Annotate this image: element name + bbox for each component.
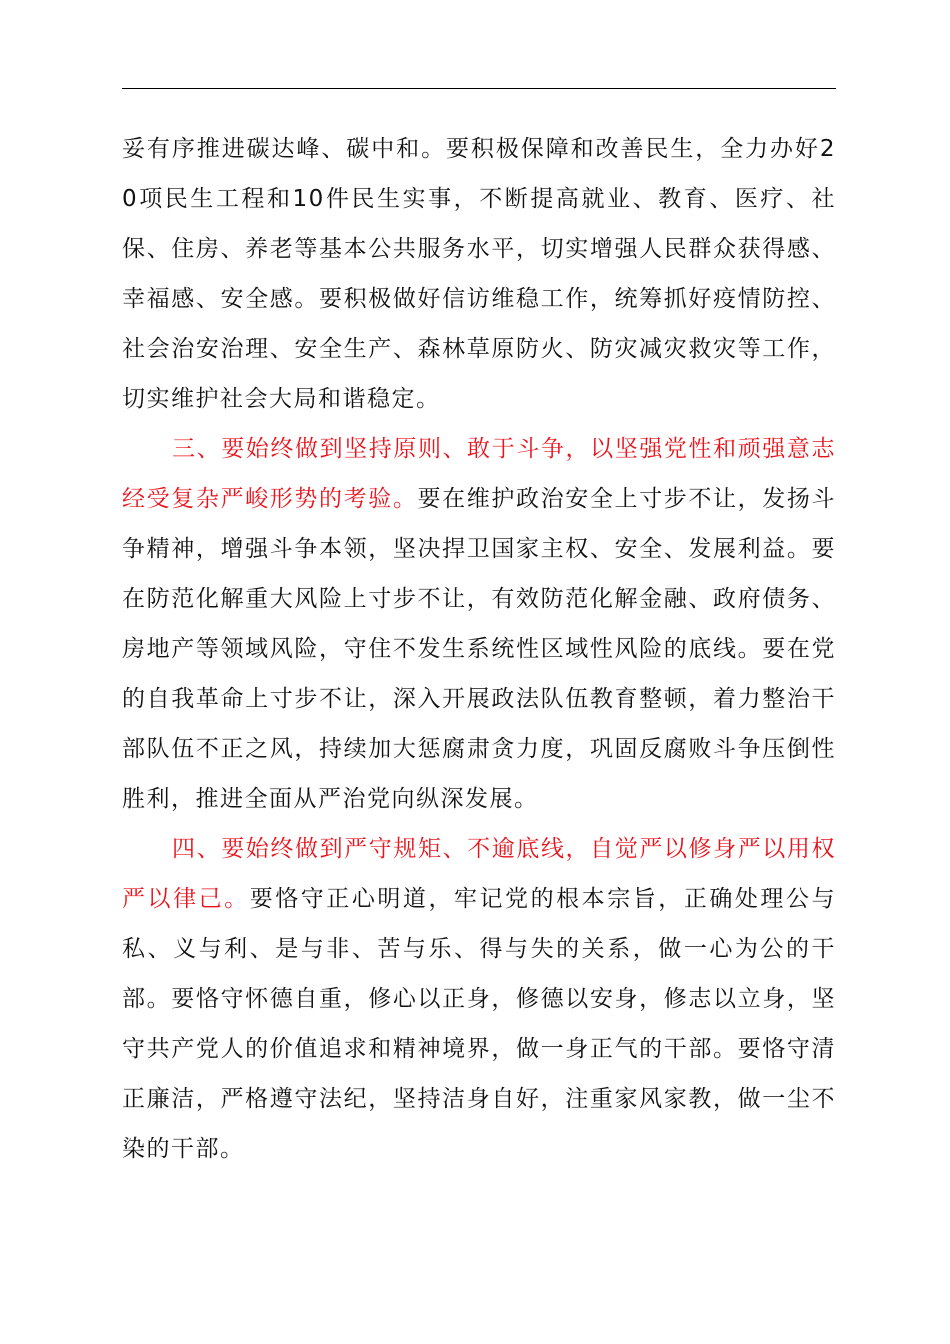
paragraph-section-four — [122, 824, 836, 1174]
header-rule — [122, 88, 836, 89]
paragraph-text: 妥有序推进碳达峰、碳中和。要积极保障和改善民生，全力办好20项民生工程和10件民生实事，不断提高就业、教育、医疗、社保、住房、养老等基本公共服务水平，切实增强人民群众获得感、幸福感、安全感。要积极做好信访维稳工作，统筹抓好疫情防控、社会治安治理、安全生产、森林草原防火、防灾减灾救灾等工作，切实维护社会大局和谐稳定。 — [122, 136, 836, 412]
section-heading-three: 三、要始终做到坚持原则、敢于斗争，以坚强党性和顽强意志经受复杂严峻形势的考验。 — [122, 436, 836, 512]
paragraph-section-three — [122, 424, 836, 824]
document-body — [122, 124, 836, 1174]
paragraph-continuation — [122, 124, 836, 424]
section-heading-four: 四、要始终做到严守规矩、不逾底线，自觉严以修身严以用权严以律己。 — [122, 836, 836, 912]
paragraph-text: 要恪守正心明道，牢记党的根本宗旨，正确处理公与私、义与利、是与非、苦与乐、得与失的关系，做一心为公的干部。要恪守怀德自重，修心以正身，修德以安身，修志以立身，坚守共产党人的价值追求和精神境界，做一身正气的干部。要恪守清正廉洁，严格遵守法纪，坚持洁身自好，注重家风家教，做一尘不染的干部。 — [122, 886, 837, 1162]
paragraph-text: 要在维护政治安全上寸步不让，发扬斗争精神，增强斗争本领，坚决捍卫国家主权、安全、发展利益。要在防范化解重大风险上寸步不让，有效防范化解金融、政府债务、房地产等领域风险，守住不发生系统性区域性风险的底线。要在党的自我革命上寸步不让，深入开展政法队伍教育整顿，着力整治干部队伍不正之风，持续加大惩腐肃贪力度，巩固反腐败斗争压倒性胜利，推进全面从严治党向纵深发展。 — [122, 486, 836, 812]
